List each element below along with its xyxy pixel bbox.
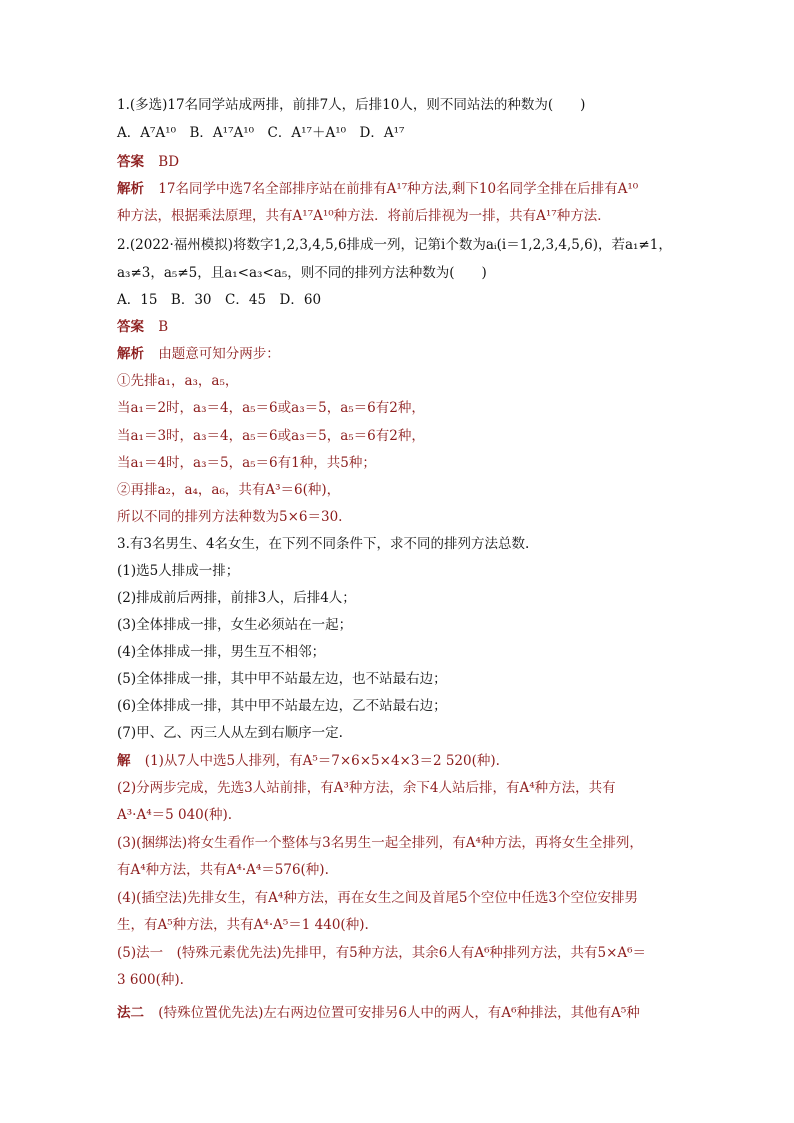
q3-condition-7: (7)甲、乙、丙三人从左到右顺序一定. — [117, 725, 343, 741]
q1-analysis-text1: 17名同学中选7名全部排序站在前排有A¹⁷种方法,剩下10名同学全排在后排有A¹⁰ — [158, 181, 639, 197]
q3-condition-1: (1)选5人排成一排； — [117, 563, 240, 579]
q3-condition-6: (6)全体排成一排，其中甲不站最左边，乙不站最右边； — [117, 698, 447, 714]
q2-analysis-intro: 由题意可知分两步： — [158, 346, 280, 362]
q3-solution-2-line2: A³·A⁴＝5 040(种). — [117, 807, 233, 823]
q2-options: A．15 B．30 C．45 D．60 — [117, 292, 322, 308]
q1-analysis-line2: 种方法，根据乘法原理，共有A¹⁷A¹⁰种方法．将前后排视为一排，共有A¹⁷种方法． — [117, 208, 611, 224]
q1-analysis-line1 — [117, 180, 638, 198]
q3-condition-5: (5)全体排成一排，其中甲不站最左边，也不站最右边； — [117, 671, 447, 687]
q3-solution-5-method2 — [117, 1004, 640, 1022]
q3-solution-3-line1: (3)(捆绑法)将女生看作一个整体与3名男生一起全排列，有A⁴种方法，再将女生全排列， — [117, 835, 643, 851]
solution-label: 解 — [117, 753, 131, 769]
q2-stem-line1: 2.(2022·福州模拟)将数字1,2,3,4,5,6排成一列，记第i个数为aᵢ(i＝1,2,3,4,5,6)，若a₁≠1， — [117, 237, 672, 253]
q3-solution-5-line1: (5)法一 (特殊元素优先法)先排甲，有5种方法，其余6人有A⁶种排列方法，共有5×A⁶＝ — [117, 945, 647, 961]
q1-options: A．A⁷A¹⁰ B．A¹⁷A¹⁰ C．A¹⁷＋A¹⁰ D．A¹⁷ — [117, 125, 405, 141]
q2-answer: B — [158, 319, 169, 335]
method-label: 法二 — [117, 1005, 144, 1021]
q1-stem: 1.(多选)17名同学站成两排，前排7人，后排10人，则不同站法的种数为( ) — [117, 97, 586, 113]
q2-answer-line — [117, 318, 168, 336]
q3-solution-4-line1: (4)(插空法)先排女生，有A⁴种方法，再在女生之间及首尾5个空位中任选3个空位安排男 — [117, 890, 638, 906]
q2-step1: ①先排a₁，a₃，a₅， — [117, 373, 239, 389]
q1-answer-line — [117, 153, 179, 171]
q3-solution-1 — [117, 752, 500, 770]
q1-answer: BD — [158, 154, 180, 170]
analysis-label: 解析 — [117, 346, 144, 362]
q2-analysis-intro-line — [117, 345, 280, 363]
q3-solution-5-method2-text: (特殊位置优先法)左右两边位置可安排另6人中的两人，有A⁶种排法，其他有A⁵种 — [158, 1005, 640, 1021]
q2-case3: 当a₁＝4时，a₃＝5，a₅＝6有1种，共5种； — [117, 455, 376, 471]
q3-stem: 3.有3名男生、4名女生，在下列不同条件下，求不同的排列方法总数. — [117, 536, 530, 552]
q2-case2: 当a₁＝3时，a₃＝4，a₅＝6或a₃＝5，a₅＝6有2种， — [117, 428, 425, 444]
answer-label: 答案 — [117, 154, 144, 170]
q3-condition-3: (3)全体排成一排，女生必须站在一起； — [117, 617, 353, 633]
q3-solution-2-line1: (2)分两步完成，先选3人站前排，有A³种方法，余下4人站后排，有A⁴种方法，共有 — [117, 780, 616, 796]
q3-solution-4-line2: 生，有A⁵种方法，共有A⁴·A⁵＝1 440(种). — [117, 917, 369, 933]
q2-step2: ②再排a₂，a₄，a₆，共有A³＝6(种)， — [117, 482, 341, 498]
q3-solution-5-line2: 3 600(种). — [117, 972, 184, 988]
answer-label: 答案 — [117, 319, 144, 335]
analysis-label: 解析 — [117, 181, 144, 197]
q3-solution-1-text: (1)从7人中选5人排列，有A⁵＝7×6×5×4×3＝2 520(种). — [144, 753, 500, 769]
q2-case1: 当a₁＝2时，a₃＝4，a₅＝6或a₃＝5，a₅＝6有2种， — [117, 400, 425, 416]
q2-conclusion: 所以不同的排列方法种数为5×6＝30. — [117, 509, 343, 525]
q3-condition-2: (2)排成前后两排，前排3人，后排4人； — [117, 590, 356, 606]
q3-condition-4: (4)全体排成一排，男生互不相邻； — [117, 644, 326, 660]
q2-stem-line2: a₃≠3，a₅≠5，且a₁<a₃<a₅，则不同的排列方法种数为( ) — [117, 265, 487, 281]
q3-solution-3-line2: 有A⁴种方法，共有A⁴·A⁴＝576(种). — [117, 862, 329, 878]
